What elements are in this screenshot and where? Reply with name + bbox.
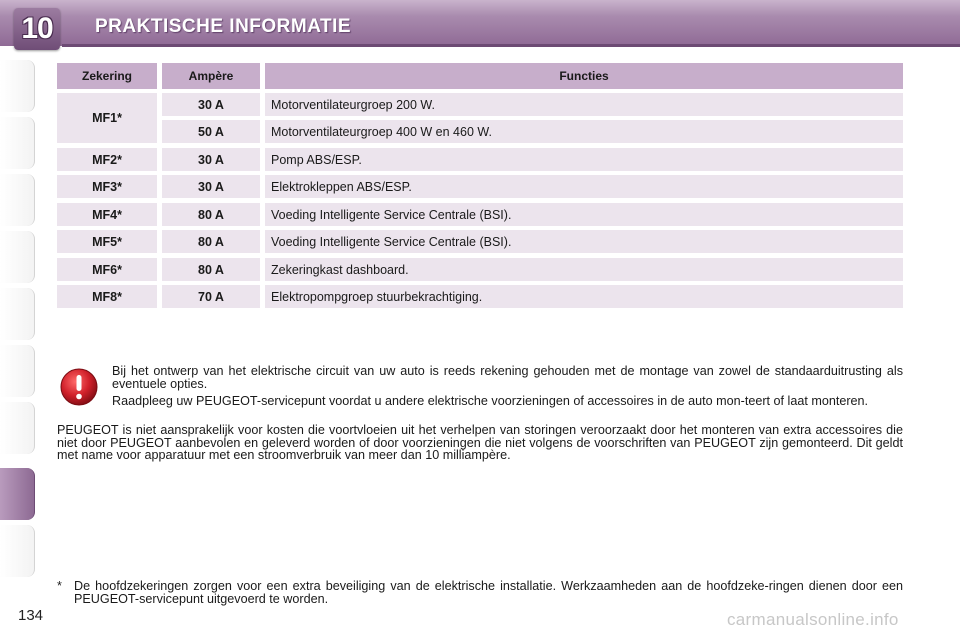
watermark: carmanualsonline.info [727, 610, 899, 629]
table-cell-fuse: MF5* [57, 230, 157, 253]
table-cell-function: Voeding Intelligente Service Centrale (BSI). [265, 230, 903, 253]
table-cell-amp: 80 A [162, 203, 260, 226]
warning-paragraph: Raadpleeg uw PEUGEOT-servicepunt voordat u andere elektrische voorzieningen of accessoires in de auto mon-teert of laat monteren. [112, 394, 869, 408]
table-cell-amp: 80 A [162, 258, 260, 281]
page-header [0, 0, 960, 46]
chapter-tab[interactable] [0, 174, 35, 226]
table-cell-fuse: MF1* [57, 93, 157, 143]
table-cell-function: Voeding Intelligente Service Centrale (BSI). [265, 203, 903, 226]
table-cell-function: Pomp ABS/ESP. [265, 148, 903, 171]
table-cell-fuse: MF8* [57, 285, 157, 308]
table-cell-function: Motorventilateurgroep 400 W en 460 W. [265, 120, 903, 143]
table-cell-fuse: MF3* [57, 175, 157, 198]
liability-paragraph: PEUGEOT is niet aansprakelijk voor kosten die voortvloeien uit het verhelpen van storingen veroorzaakt door het monteren van extra accessoires die niet door PEUGEOT aanbevolen en geleverd worden of door voorzieningen die niet volgens de voorschriften van PEUGEOT zijn gemonteerd. Dit geldt met name voor apparatuur met een stroomverbruik van meer dan 10 milliampère. [57, 423, 903, 462]
table-cell-fuse: MF2* [57, 148, 157, 171]
table-cell-amp: 50 A [162, 120, 260, 143]
table-cell-function: Motorventilateurgroep 200 W. [265, 93, 903, 116]
chapter-tab[interactable] [0, 60, 35, 112]
table-header-row [57, 63, 903, 89]
chapter-tabs [0, 60, 36, 580]
chapter-tab[interactable] [0, 402, 35, 454]
header-underline [62, 44, 960, 47]
footnote-text: De hoofdzekeringen zorgen voor een extra beveiliging van de elektrische installatie. Werkzaamheden aan de hoofdzeke-ringen dienen door een PEUGEOT-servicepunt uitgevoerd te worden. [74, 579, 903, 606]
table-cell-amp: 80 A [162, 230, 260, 253]
table-cell-function: Elektrokleppen ABS/ESP. [265, 175, 903, 198]
table-cell-fuse: MF6* [57, 258, 157, 281]
table-cell-fuse: MF4* [57, 203, 157, 226]
chapter-number: 10 [21, 12, 53, 45]
table-cell-amp: 30 A [162, 175, 260, 198]
chapter-badge [14, 8, 60, 50]
table-cell-amp: 30 A [162, 93, 260, 116]
table-cell-function: Zekeringkast dashboard. [265, 258, 903, 281]
exclamation-warning-icon [60, 368, 98, 406]
chapter-tab-active[interactable] [0, 468, 35, 520]
column-header-amp: Ampère [162, 63, 260, 89]
chapter-tab[interactable] [0, 345, 35, 397]
table-cell-amp: 30 A [162, 148, 260, 171]
chapter-tab[interactable] [0, 288, 35, 340]
warning-paragraph: Bij het ontwerp van het elektrische circuit van uw auto is reeds rekening gehouden met de montage van zowel de standaarduitrusting als eventuele opties. [112, 364, 903, 391]
table-cell-amp: 70 A [162, 285, 260, 308]
page-number: 134 [18, 607, 44, 624]
column-header-fuse: Zekering [57, 63, 157, 89]
chapter-tab[interactable] [0, 231, 35, 283]
chapter-tab[interactable] [0, 525, 35, 577]
footnote-marker: * [57, 579, 62, 593]
page-title: PRAKTISCHE INFORMATIE [95, 16, 352, 37]
table-cell-function: Elektropompgroep stuurbekrachtiging. [265, 285, 903, 308]
chapter-tab[interactable] [0, 117, 35, 169]
column-header-functions: Functies [265, 63, 903, 89]
